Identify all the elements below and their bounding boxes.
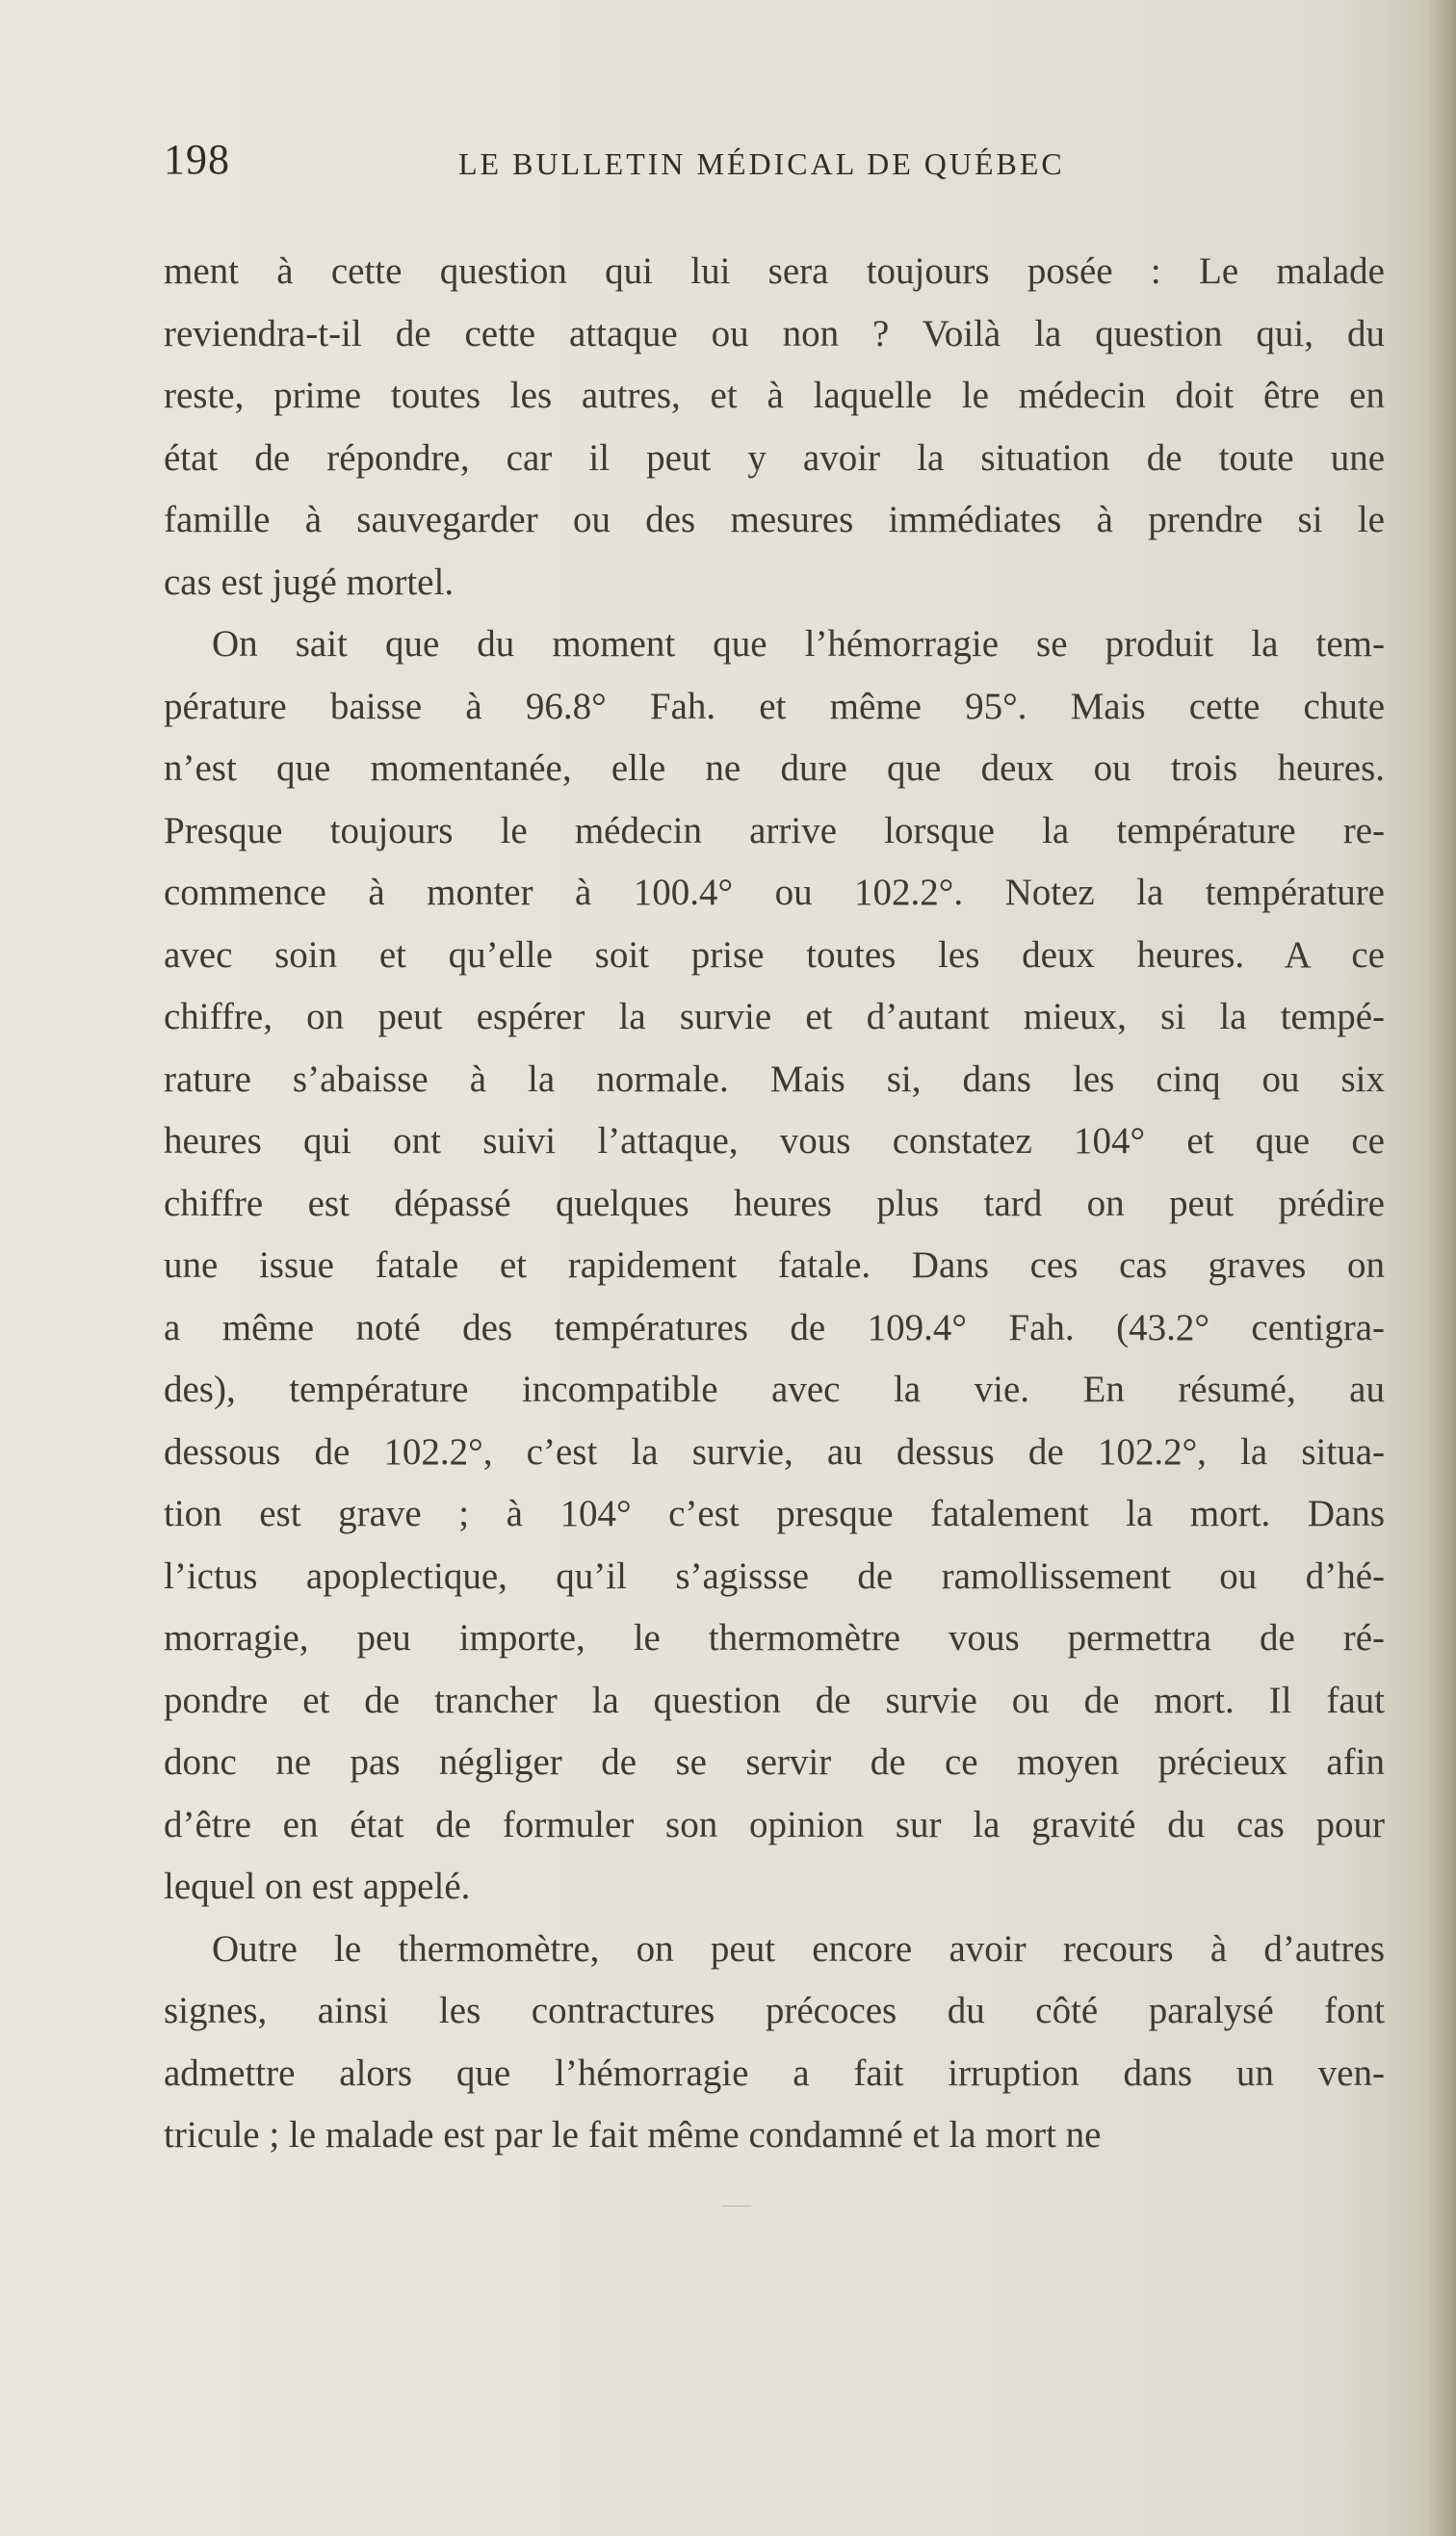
text-line: Presque toujours le médecin arrive lorsque la température re- <box>164 809 1385 851</box>
text-line: commence à monter à 100.4° ou 102.2°. Notez la température <box>164 872 1385 913</box>
text-line: état de répondre, car il peut y avoir la situation de toute une <box>164 436 1385 479</box>
text-line: lequel on est appelé. <box>164 1866 471 1907</box>
paragraph <box>164 614 1385 1919</box>
text-line: morragie, peu importe, le thermomètre vous permettra de ré- <box>164 1617 1385 1659</box>
text-line: admettre alors que l’hémorragie a fait irruption dans un ven- <box>164 2052 1385 2094</box>
text-line: chiffre, on peut espérer la survie et d’autant mieux, si la tempé- <box>164 996 1385 1037</box>
text-line: heures qui ont suivi l’attaque, vous constatez 104° et que ce <box>164 1120 1385 1162</box>
running-title: LE BULLETIN MÉDICAL DE QUÉBEC <box>458 146 1065 181</box>
text-line: a même noté des températures de 109.4° Fah. (43.2° centigra- <box>164 1306 1385 1348</box>
paragraph <box>164 241 1385 614</box>
text-line: reste, prime toutes les autres, et à laquelle le médecin doit être en <box>164 375 1385 416</box>
text-line: des), température incompatible avec la vie. En résumé, au <box>164 1369 1385 1410</box>
text-line: cas est jugé mortel. <box>164 561 455 603</box>
text-line: On sait que du moment que l’hémorragie se produit la tem- <box>212 623 1385 665</box>
text-line: reviendra-t-il de cette attaque ou non ? Voilà la question qui, du <box>164 312 1385 354</box>
text-line: dessous de 102.2°, c’est la survie, au dessus de 102.2°, la situa- <box>164 1430 1385 1473</box>
text-line: pondre et de trancher la question de survie ou de mort. Il faut <box>164 1679 1385 1721</box>
page-edge-shadow <box>1427 0 1456 2536</box>
text-line: rature s’abaisse à la normale. Mais si, dans les cinq ou six <box>164 1058 1385 1100</box>
text-line: chiffre est dépassé quelques heures plus tard on peut prédire <box>164 1182 1385 1224</box>
text-line: tricule ; le malade est par le fait même condamné et la mort ne <box>164 2114 1102 2156</box>
text-line: l’ictus apoplectique, qu’il s’agissse de ramollissement ou d’hé- <box>164 1555 1385 1597</box>
text-line: famille à sauvegarder ou des mesures immédiates à prendre si le <box>164 499 1385 540</box>
text-line: Outre le thermomètre, on peut encore avoir recours à d’autres <box>212 1927 1385 1970</box>
paragraph <box>164 1919 1385 2167</box>
text-line: donc ne pas négliger de se servir de ce moyen précieux afin <box>164 1741 1385 1783</box>
text-line: signes, ainsi les contractures précoces du côté paralysé font <box>164 1990 1385 2031</box>
text-line: n’est que momentanée, elle ne dure que deux ou trois heures. <box>164 747 1385 789</box>
text-line: tion est grave ; à 104° c’est presque fatalement la mort. Dans <box>164 1493 1385 1534</box>
footer-mark <box>722 2206 751 2207</box>
page-number: 198 <box>164 136 230 183</box>
text-line: une issue fatale et rapidement fatale. Dans ces cas graves on <box>164 1244 1385 1286</box>
body-text <box>164 241 1385 2167</box>
text-line: pérature baisse à 96.8° Fah. et même 95°. Mais cette chute <box>164 685 1385 727</box>
page-header <box>164 135 1387 193</box>
text-line: ment à cette question qui lui sera toujours posée : Le malade <box>164 250 1385 292</box>
text-line: d’être en état de formuler son opinion sur la gravité du cas pour <box>164 1803 1385 1845</box>
text-line: avec soin et qu’elle soit prise toutes les deux heures. A ce <box>164 933 1385 976</box>
